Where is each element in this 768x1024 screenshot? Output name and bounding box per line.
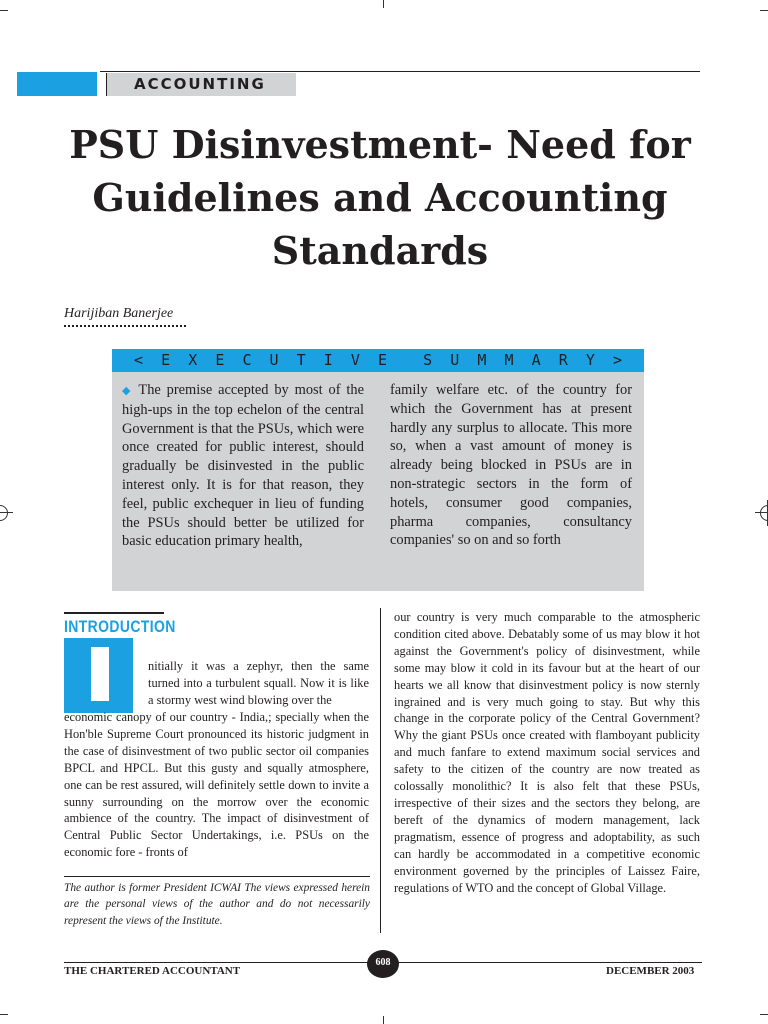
title-line-1: PSU Disinvestment- Need for [69,122,691,167]
author-footnote: The author is former President ICWAI The views expressed herein are the personal views of the author and do not necessarily represent the views of the Institute. [64,882,370,927]
executive-summary-heading [112,351,644,373]
heading-char: I [323,351,333,369]
crop-mark-top-right [760,10,768,11]
drop-cap-letter-i [91,647,109,701]
executive-summary-column-2: family welfare etc. of the country for which the Government has at present hardly any surplus to allocate. This more so, when a vast amount of money is already being blocked in PSUs are in non-strategic sectors in the form of hotels, consumer good companies, pharma companies, consultancy companies' so on and so forth [390,382,632,549]
title-line-3: Standards [271,228,489,273]
section-accent-block [17,72,97,96]
heading-char: Y [585,351,595,369]
heading-char: R [558,351,568,369]
heading-char: X [188,351,198,369]
crop-mark-top [383,0,384,8]
crop-mark-top-left [0,10,8,11]
executive-summary-column-1 [122,381,364,551]
page-number-badge: 608 [367,950,399,978]
issue-date: DECEMBER 2003 [606,965,695,977]
heading-char: M [477,351,487,369]
article-title [40,118,720,277]
introduction-lead-text: nitially it was a zephyr, then the same turned into a turbulent squall. Now it is like a stormy west wind blowing over the [148,659,369,707]
heading-char: C [242,351,252,369]
heading-char: < [134,351,144,369]
introduction-body-text: economic canopy of our country - India,; specially when the Hon'ble Supreme Court pronounced its historic judgment in the case of disinvestment of two public sector oil companies BPCL and HPCL. But this gusty and squally atmosphere, one can be rest assured, will definitely settle down to invite a sunny surrounding on the morrow over the economic ambience of the country. The impact of disinvestment of Central Public Sector Undertakings, i.e. PSUs on the economic fore - fronts of [64,710,369,860]
footnote-rule [64,876,370,877]
introduction-heading: INTRODUCTION [64,617,176,636]
heading-char: E [161,351,171,369]
journal-name: THE CHARTERED ACCOUNTANT [64,965,241,977]
column-divider [380,608,381,933]
crop-mark-bottom-left [0,1014,8,1015]
heading-char: V [350,351,360,369]
heading-char: U [269,351,279,369]
right-column-text: our country is very much comparable to the atmospheric condition cited above. Debatably some of us may blow it hot against the Government's policy of disinvestment, while some may blow it cold in its favour but at the heart of our hearts we all know that disinvestment policy is now sternly ingrained and is very much going to stay. But why this change in the corporate policy of the Central Government? Why the giant PSUs once created with flamboyant publicity and much fanfare to extend maximum social services and safety to the citizen of the country are now treated as colossally monolithic? It is also felt that these PSUs, irrespective of their sizes and the sectors they belong, are bereft of the dynamics of modern management, lack pragmatism, essence of progress and adoptability, as such can hardly be accommodated in a competitive economic environment governed by the principles of Laissez Faire, regulations of WTO and the concept of Global Village. [394,610,700,895]
heading-char: A [531,351,541,369]
title-line-2: Guidelines and Accounting [92,175,668,220]
registration-mark-right [760,505,768,521]
executive-summary-text-1: The premise accepted by most of the high-ups in the top echelon of the central Government is that the PSUs, which were once created for public interest, should gradually be disinvested in the public interest only. It is for that reason, they feel, public exchequer in lieu of funding the PSUs should better be utilized for basic education primary health, [122,382,364,550]
heading-char: U [450,351,460,369]
registration-mark-left [0,505,8,521]
heading-char: E [377,351,388,369]
author-dotted-rule [64,325,186,327]
section-label: ACCOUNTING [134,75,266,93]
crop-mark-bottom [383,1016,384,1024]
heading-char: S [423,351,433,369]
crop-mark-bottom-right [760,1014,768,1015]
heading-char: M [504,351,514,369]
diamond-bullet-icon: ◆ [122,385,133,397]
heading-char: T [296,351,306,369]
heading-char: E [215,351,225,369]
heading-char: > [612,351,622,369]
author-name: Harijiban Banerjee [64,306,174,321]
section-rule [100,71,700,72]
introduction-rule [64,612,164,614]
